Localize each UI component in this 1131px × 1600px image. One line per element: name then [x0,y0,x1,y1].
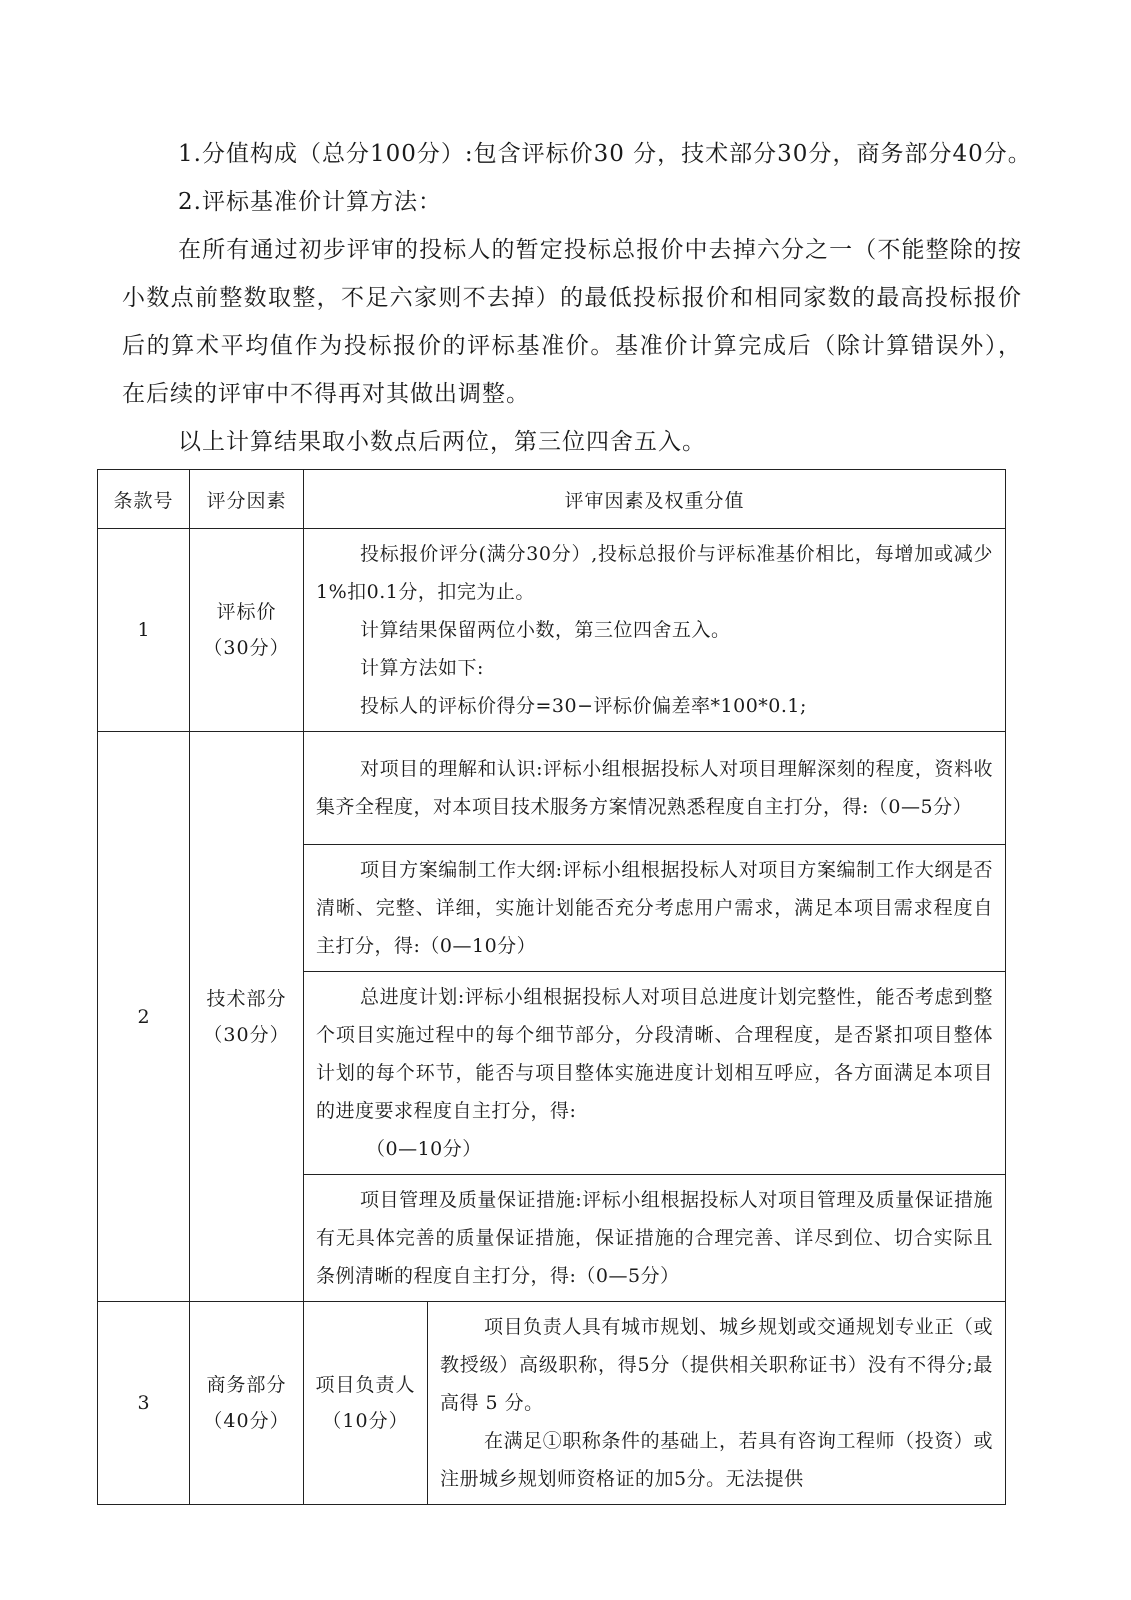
content-line: 对项目的理解和认识:评标小组根据投标人对项目理解深刻的程度，资料收集齐全程度，对本项目技术服务方案情况熟悉程度自主打分，得:（0—5分） [316,758,994,818]
factor-name: 评标价 [216,601,277,623]
sub-factor: 项目负责人（10分） [304,1302,428,1505]
table-header-row [98,470,1006,529]
header-clause-number: 条款号 [98,470,190,529]
evaluation-content [428,1302,1006,1505]
evaluation-content [304,1175,1006,1302]
baseline-price-paragraph: 在所有通过初步评审的投标人的暂定投标总报价中去掉六分之一（不能整除的按小数点前整数取整，不足六家则不去掉）的最低投标报价和相同家数的最高投标报价后的算术平均值作为投标报价的评标基准价。基准价计算完成后（除计算错误外），在后续的评审中不得再对其做出调整。 [122,237,1022,407]
content-line: 计算方法如下: [360,657,484,679]
content-line: 投标报价评分(满分30分）,投标总报价与评标准基价相比，每增加或减少1%扣0.1分，扣完为止。 [316,543,994,603]
content-line: （0—10分） [366,1138,482,1160]
scoring-factor [190,1302,304,1505]
evaluation-content [304,732,1006,845]
factor-score: （40分） [203,1410,290,1432]
table-row [98,1302,1006,1505]
factor-score: （30分） [203,637,290,659]
header-evaluation-content: 评审因素及权重分值 [304,470,1006,529]
clause-number: 1 [98,529,190,732]
score-composition-paragraph: 1.分值构成（总分100分）:包含评标价30 分，技术部分30分，商务部分40分。 [178,141,1032,167]
evaluation-content [304,972,1006,1175]
content-line: 项目管理及质量保证措施:评标小组根据投标人对项目管理及质量保证措施有无具体完善的质量保证措施，保证措施的合理完善、详尽到位、切合实际且条例清晰的程度自主打分，得:（0—5分） [316,1189,994,1287]
factor-score: （30分） [203,1023,290,1046]
baseline-price-heading: 2.评标基准价计算方法： [178,189,442,215]
content-line: 在满足①职称条件的基础上，若具有咨询工程师（投资）或注册城乡规划师资格证的加5分。无法提供 [440,1430,994,1490]
clause-number: 3 [98,1302,190,1505]
factor-name: 技术部分 [206,987,287,1010]
evaluation-content [304,529,1006,732]
scoring-factor [190,732,304,1302]
clause-number: 2 [98,732,190,1302]
evaluation-table [97,469,1006,1505]
content-line: 总进度计划:评标小组根据投标人对项目总进度计划完整性，能否考虑到整个项目实施过程中的每个细节部分，分段清晰、合理程度，是否紧扣项目整体计划的每个环节，能否与项目整体实施进度计划相互呼应，各方面满足本项目的进度要求程度自主打分，得: [316,986,994,1122]
content-line: 计算结果保留两位小数，第三位四舍五入。 [360,619,731,641]
rounding-rule-paragraph: 以上计算结果取小数点后两位，第三位四舍五入。 [178,429,706,455]
content-line: 项目负责人具有城市规划、城乡规划或交通规划专业正（或教授级）高级职称，得5分（提供相关职称证书）没有不得分;最高得 5 分。 [440,1316,994,1414]
content-line: 项目方案编制工作大纲:评标小组根据投标人对项目方案编制工作大纲是否清晰、完整、详细，实施计划能否充分考虑用户需求，满足本项目需求程度自主打分，得:（0—10分） [316,859,994,957]
scoring-factor [190,529,304,732]
factor-name: 商务部分 [206,1374,287,1396]
table-row [98,732,1006,845]
evaluation-content [304,845,1006,972]
header-scoring-factor: 评分因素 [190,470,304,529]
table-row [98,529,1006,732]
content-line: 投标人的评标价得分=30−评标价偏差率*100*0.1; [360,695,807,717]
